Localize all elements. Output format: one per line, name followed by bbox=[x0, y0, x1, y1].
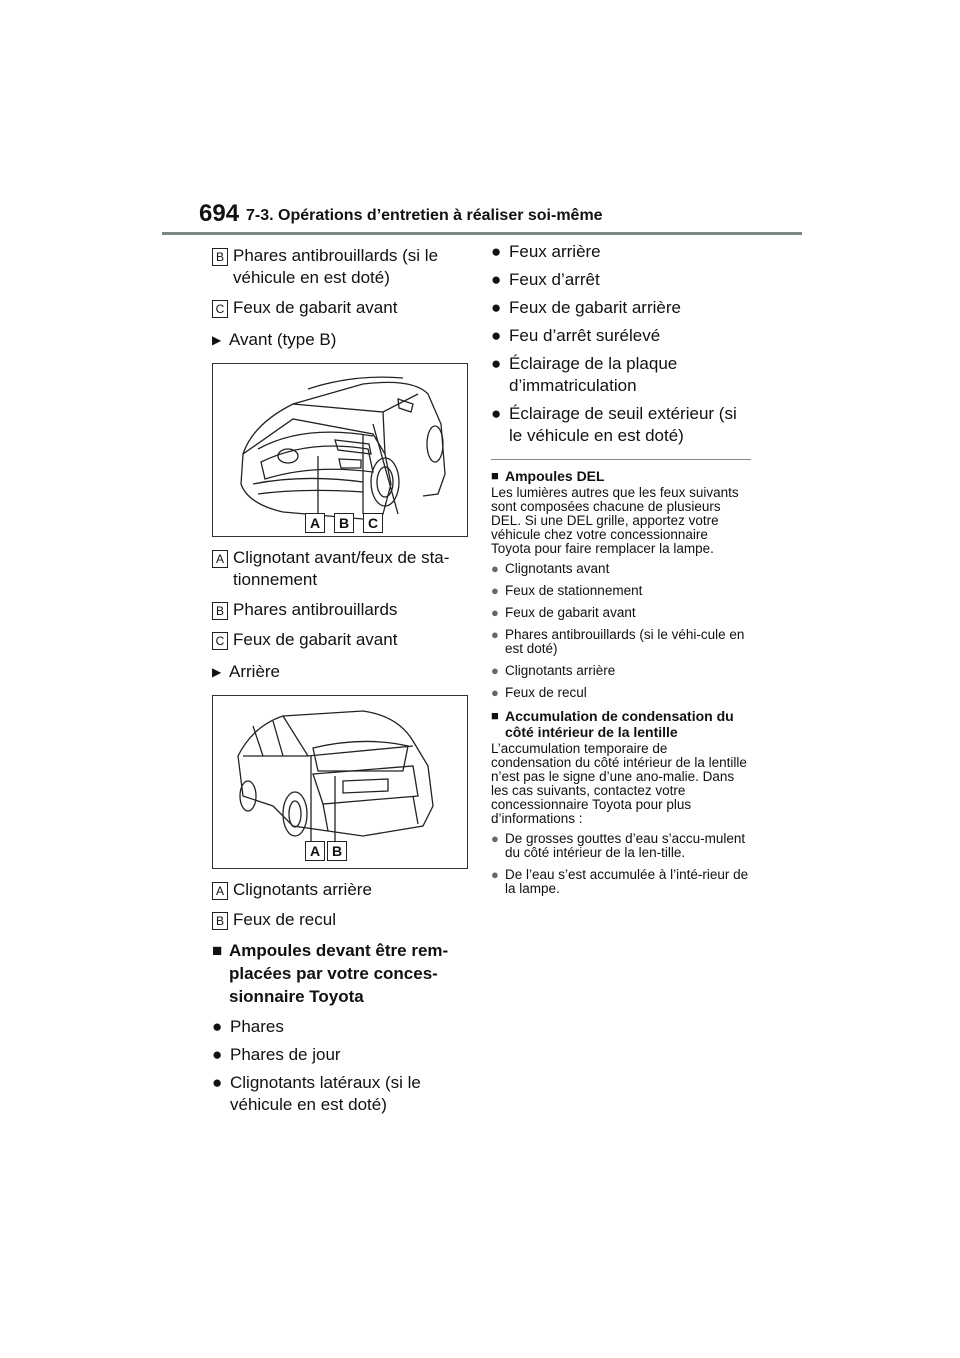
item-text: Feux de recul bbox=[505, 685, 587, 700]
bullet-icon: ● bbox=[491, 561, 499, 576]
list-item bbox=[212, 297, 474, 319]
bullet-icon: ● bbox=[491, 663, 499, 678]
figure-label-c: C bbox=[363, 513, 383, 533]
square-bullet-icon: ■ bbox=[491, 708, 499, 723]
item-text: Phares antibrouillards bbox=[233, 600, 398, 619]
bullet-icon: ● bbox=[212, 1017, 223, 1036]
right-column bbox=[491, 241, 751, 904]
item-text: Feux d’arrêt bbox=[509, 270, 600, 289]
square-bullet-icon: ■ bbox=[491, 468, 499, 483]
item-text: Phares de jour bbox=[230, 1045, 341, 1064]
subheading-text: Arrière bbox=[229, 662, 281, 681]
item-text: Clignotants arrière bbox=[233, 880, 372, 899]
badge-b: B bbox=[212, 602, 228, 620]
item-text: Éclairage de seuil extérieur (si le véhicule en est doté) bbox=[509, 404, 737, 445]
item-text: De l’eau s’est accumulée à l’inté-rieur de la lampe. bbox=[505, 867, 749, 896]
list-item bbox=[212, 245, 474, 289]
item-text: Feux de recul bbox=[233, 910, 336, 929]
condensation-heading bbox=[491, 708, 751, 740]
triangle-bullet-icon: ▶ bbox=[212, 665, 222, 679]
list-item bbox=[212, 1072, 474, 1116]
item-text: Clignotant avant/feux de sta-tionnement bbox=[233, 548, 450, 589]
bullet-icon: ● bbox=[491, 270, 502, 289]
item-text: Clignotants arrière bbox=[505, 663, 616, 678]
bullet-icon: ● bbox=[491, 685, 499, 700]
list-item bbox=[212, 547, 474, 591]
subheading-front bbox=[212, 329, 474, 351]
left-column bbox=[212, 245, 474, 1122]
item-text: Clignotants avant bbox=[505, 561, 610, 576]
badge-c: C bbox=[212, 632, 228, 650]
badge-a: A bbox=[212, 882, 228, 900]
bullet-icon: ● bbox=[212, 1073, 223, 1092]
item-text: Clignotants latéraux (si le véhicule en est doté) bbox=[230, 1073, 421, 1114]
front-car-illustration bbox=[213, 364, 467, 536]
figure-label-b: B bbox=[334, 513, 354, 533]
led-heading bbox=[491, 468, 751, 484]
list-item bbox=[491, 562, 751, 576]
bullet-icon: ● bbox=[491, 404, 502, 423]
condensation-paragraph: L’accumulation temporaire de condensation du côté intérieur de la lentille n’est pas le signe d’une ano-malie. Dans les cas suivants, contactez votre concessionnaire Toyota pour plus d’informations : bbox=[491, 741, 747, 826]
item-text: Phares bbox=[230, 1017, 284, 1036]
page-number: 694 bbox=[199, 200, 240, 227]
bullet-icon: ● bbox=[491, 867, 499, 882]
subheading-rear bbox=[212, 661, 474, 683]
list-item bbox=[491, 241, 751, 263]
section-title: 7-3. Opérations d’entretien à réaliser soi-même bbox=[246, 207, 603, 224]
list-item bbox=[491, 584, 751, 598]
bullet-icon: ● bbox=[212, 1045, 223, 1064]
list-item bbox=[212, 1044, 474, 1066]
list-item bbox=[491, 628, 751, 656]
dealer-heading bbox=[212, 939, 474, 1008]
square-bullet-icon: ■ bbox=[212, 941, 223, 960]
bullet-icon: ● bbox=[491, 831, 499, 846]
list-item bbox=[212, 879, 474, 901]
header-rule bbox=[162, 232, 802, 235]
badge-c: C bbox=[212, 300, 228, 318]
figure-label-a: A bbox=[305, 513, 325, 533]
front-car-figure bbox=[212, 363, 468, 537]
list-item bbox=[491, 297, 751, 319]
item-text: Feux de gabarit arrière bbox=[509, 298, 681, 317]
bullet-icon: ● bbox=[491, 242, 502, 261]
item-text: Feux de gabarit avant bbox=[233, 630, 398, 649]
list-item bbox=[491, 686, 751, 700]
list-item bbox=[212, 1016, 474, 1038]
list-item bbox=[212, 599, 474, 621]
item-text: Feux arrière bbox=[509, 242, 601, 261]
bullet-icon: ● bbox=[491, 326, 502, 345]
list-item bbox=[491, 868, 751, 896]
figure-label-a: A bbox=[305, 841, 325, 861]
item-text: Feux de gabarit avant bbox=[233, 298, 398, 317]
section-divider bbox=[491, 459, 751, 460]
item-text: De grosses gouttes d’eau s’accu-mulent du côté intérieur de la len-tille. bbox=[505, 831, 746, 860]
list-item bbox=[212, 629, 474, 651]
rear-car-figure bbox=[212, 695, 468, 869]
badge-b: B bbox=[212, 912, 228, 930]
item-text: Phares antibrouillards (si le véhicule en est doté) bbox=[233, 246, 439, 287]
list-item bbox=[491, 353, 751, 397]
led-paragraph: Les lumières autres que les feux suivants sont composées chacune de plusieurs DEL. Si une DEL grille, apportez votre véhicule chez votre concessionnaire Toyota pour faire remplacer la lampe. bbox=[491, 485, 739, 556]
bullet-icon: ● bbox=[491, 298, 502, 317]
bullet-icon: ● bbox=[491, 354, 502, 373]
list-item bbox=[491, 606, 751, 620]
item-text: Phares antibrouillards (si le véhi-cule en est doté) bbox=[505, 627, 745, 656]
subheading-text: Avant (type B) bbox=[229, 330, 337, 349]
item-text: Éclairage de la plaque d’immatriculation bbox=[509, 354, 678, 395]
heading-text: Ampoules DEL bbox=[505, 468, 605, 484]
badge-b: B bbox=[212, 248, 228, 266]
bullet-icon: ● bbox=[491, 627, 499, 642]
figure-label-b: B bbox=[327, 841, 347, 861]
bullet-icon: ● bbox=[491, 583, 499, 598]
item-text: Feu d’arrêt surélevé bbox=[509, 326, 661, 345]
triangle-bullet-icon: ▶ bbox=[212, 333, 222, 347]
heading-text: Accumulation de condensation du côté intérieur de la lentille bbox=[505, 708, 734, 740]
bullet-icon: ● bbox=[491, 605, 499, 620]
list-item bbox=[491, 325, 751, 347]
list-item bbox=[491, 403, 751, 447]
item-text: Feux de gabarit avant bbox=[505, 605, 636, 620]
list-item bbox=[491, 832, 751, 860]
item-text: Feux de stationnement bbox=[505, 583, 643, 598]
list-item bbox=[212, 909, 474, 931]
heading-text: Ampoules devant être rem-placées par votre conces-sionnaire Toyota bbox=[229, 941, 449, 1006]
list-item bbox=[491, 269, 751, 291]
badge-a: A bbox=[212, 550, 228, 568]
list-item bbox=[491, 664, 751, 678]
